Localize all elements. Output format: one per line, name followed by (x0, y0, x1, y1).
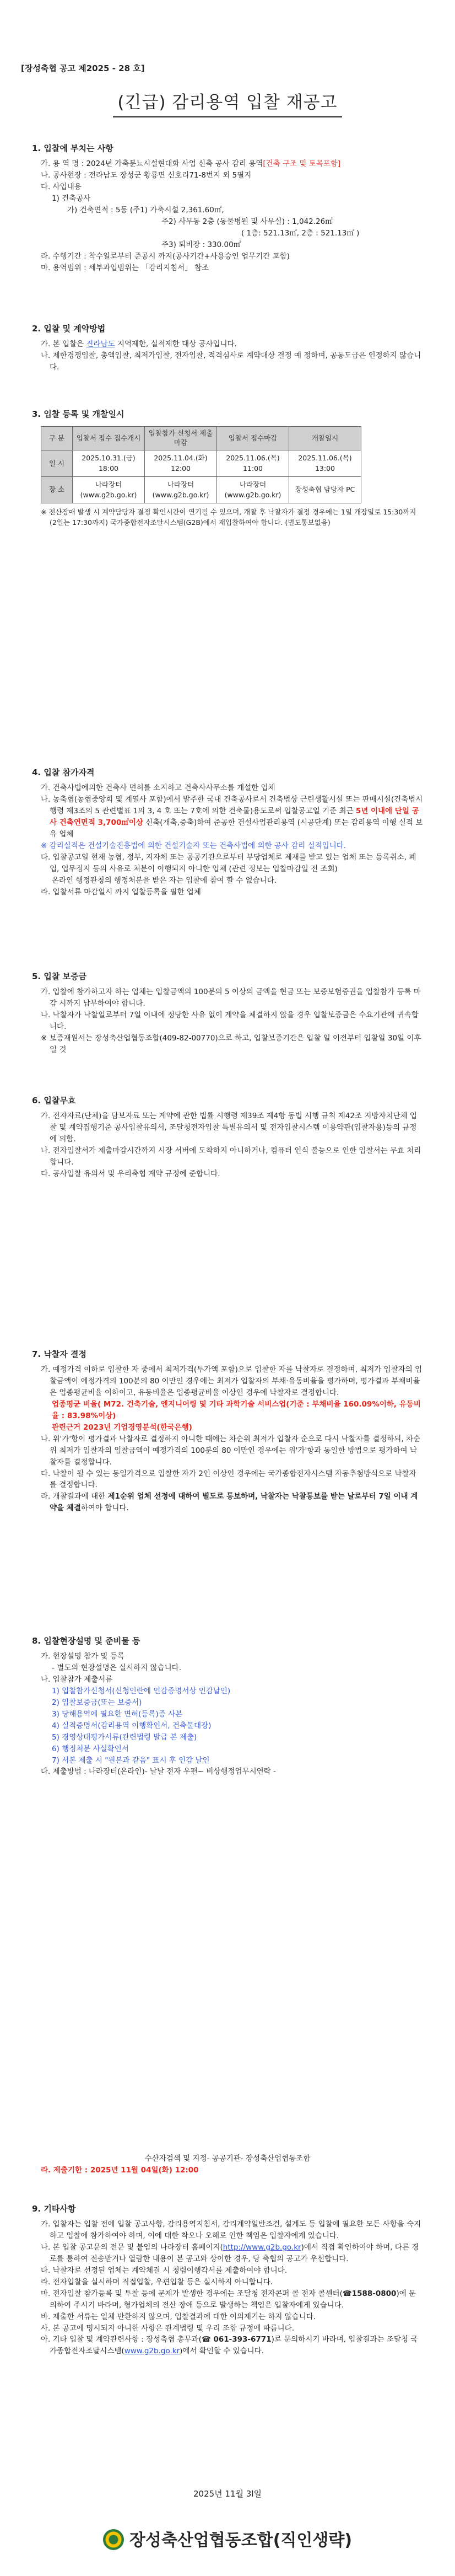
overview-label: 다. 사업내용 (41, 183, 82, 192)
overview-item: 1) 건축공사 (52, 194, 91, 203)
section-deposit: 5. 입찰 보증금 가. 입찰에 참가하고자 하는 업체는 입찰금액의 100분의 5 이상의 금액을 현금 또는 보증보험증권을 입찰참가 등록 마감 시까지 납부하여야 합니다. 나. 낙찰자가 낙찰일로부터 7일 이내에 정당한 사유 없이 계약을 체결하지 않을 경우 입찰보증금은 수요기관에 귀속합니다. ※ 보증재원서는 장성축산업협동조합(409-82-00770)으로 하고, 입찰보증기간은 입찰 일 이전부터 입찰일 30일 이후일 것 (32, 970, 423, 1056)
schedule-table (41, 426, 361, 503)
issuer (0, 2526, 455, 2552)
contract-method-text: 나. 제한경쟁입찰, 총액입찰, 최저가입찰, 전자입찰, 적격심사로 계약대상 결정 예 정하며, 공동도급은 인정하지 않습니다. (41, 351, 421, 372)
table-row: 일 시 2025.10.31.(금) 18:00 2025.11.04.(화) 12:00 2025.11.06.(목) 11:00 2025.11.06.(목) 13:00 (41, 450, 361, 477)
document-item: 1) 입찰참가신청서(신청인란에 인감증명서상 인감날인) (52, 1687, 231, 1696)
section-heading: 1. 입찰에 부치는 사항 (32, 143, 113, 153)
section-schedule (32, 408, 423, 528)
section-misc: 9. 기타사항 가. 입찰자는 입찰 전에 입찰 공고사항, 감리용역지침서, 감리계약일반조건, 설계도 등 입찰에 필요한 모든 사항을 숙지하고 입찰에 참가하여야 하며, 이에 대한 착오나 오해로 인한 책임은 입찰자에게 있습니다. 나. 본 입찰 공고문의 전문 및 붙임의 나라장터 홈페이지(http://www.g2b.go.kr)에서 직접 확인하여야 하며, 다른 경로를 통하여 전송받거나 열람한 내용이 본 공고와 상이한 경우, 당 축협의 공고가 우선합니다. 다. 낙찰자로 선정된 업체는 계약체결 시 청렴이행각서를 제출하여야 합니다. 라. 전자입찰을 실시하며 직접입찰, 우편입찰 등은 실시하지 아니합니다. 마. 전자입찰 참가등록 및 투찰 등에 문제가 발생한 경우에는 조달청 전자콘퍼 콜 전자 콜센터(☎1588-0800)에 문의하여 주시기 바라며, 형가업체의 전산 장애 등으로 발생하는 책임은 입찰자에게 있습니다. 바. 제출한 서류는 일체 반환하지 않으며, 입찰결과에 대한 이의제기는 하지 않습니다. 사. 본 공고에 명시되지 아니한 사항은 관계법령 및 우리 조합 규정에 따릅니다. 아. 기타 입찰 및 계약관련사항 : 장성축협 총무과(☎ 061-393-6771)로 문의하시기 바라며, 입찰결과는 조달청 국가종합전자조달시스템(www.g2b.go.kr)에서 확인할 수 있습니다. (32, 2203, 423, 2357)
section-bid-items (32, 142, 423, 273)
section-invalid-bids: 6. 입찰무효 가. 전자자료(단체)을 담보자료 또는 계약에 관한 법률 시행령 제39조 제4항 동법 시행 규칙 제42조 지방자치단체 입찰 및 계약집행기준 공사입찰유의서, 조달청전자입찰 특별유의서 및 전자입찰시스템 이용약관(입찰자용)등의 규정에 의함. 나. 전자입찰서가 제출마감시간까지 시장 서버에 도착하지 아니하거나, 컴퓨터 인식 불능으로 인한 입찰서는 무효 처리합니다. 다. 공사입찰 유의서 및 우리축협 계약 규정에 준합니다. (32, 1094, 423, 1180)
section-heading: 7. 낙찰자 결정 (32, 1349, 87, 1359)
section-heading: 9. 기타사항 (32, 2204, 76, 2214)
document-item: 7) 서본 제출 시 "원본과 같음" 표시 후 인감 날인 (52, 1756, 210, 1765)
submission-info: 수산자검색 및 지정- 공공기관- 장성축산업협동조합 라. 제출기한 : 2025년 11월 04일(화) 12:00 (32, 2153, 423, 2176)
site-location: 나. 공사현장 : 전라남도 장성군 황룡면 신호리71-8번지 외 5필지 (41, 171, 252, 180)
section-contract-method: 2. 입찰 및 계약방법 가. 본 입찰은 진라남도 지역제한, 실적제한 대상 공사입니다. 나. 제한경쟁입찰, 총액입찰, 최저가입찰, 전자입찰, 적격심사로 계약대상 결정 예 정하며, 공동도급은 인정하지 않습니다. (32, 323, 423, 373)
document-item: 4) 실적증명서(감리용역 이행확인서, 건축물대장) (52, 1721, 212, 1730)
section-heading: 3. 입찰 등록 및 개찰일시 (32, 409, 124, 419)
requirement-highlight: 5년 이내에 단일 공사 건축연면적 3,700㎡이상 (50, 807, 419, 828)
overview-item: ( 1층: 521.13㎡, 2층 : 521.13㎡ ) (241, 228, 360, 238)
callcenter-phone: ☎1588-0800 (342, 2289, 397, 2298)
cooperative-logo-icon (103, 2529, 124, 2550)
section-heading: 4. 입찰 참가자격 (32, 768, 95, 777)
schedule-note: ※ 전산장애 발생 시 계약담당자 결정 확인시간이 연기될 수 있으며, 개찰 후 낙찰자가 결정 경우에는 1일 개장일로 15:30까지 (2일는 17:30까지) 국가종합전자조달시스템(G2B)에서 재입찰하여야 합니다. (별도통보없음) (41, 507, 416, 527)
notice-date: 2025년 11월 3l일 (193, 2489, 262, 2499)
execution-period: 라. 수행기간 : 착수일로부터 준공시 까지(공사기간+사용승인 업무기간 포함) (41, 251, 290, 261)
section-heading: 2. 입찰 및 계약방법 (32, 324, 106, 334)
submission-deadline: 라. 제출기한 : 2025년 11월 04일(화) 12:00 (41, 2165, 199, 2175)
overview-item: 주3) 퇴비장 : 330.00㎡ (161, 240, 241, 249)
overview-item: 주2) 사무동 2층 (동물병원 및 사무실) : 1,042.26㎡ (161, 217, 333, 226)
document-item: 6) 행정처분 사실확인서 (52, 1744, 129, 1753)
region-link[interactable]: 진라남도 (86, 340, 115, 349)
award-notice-highlight: 제1순위 업체 선정에 대하여 별도로 통보하며, 낙찰자는 낙찰통보를 받는 날로부터 7일 이내 계약을 체결 (50, 1492, 418, 1513)
section-eligibility: 4. 입찰 참가자격 가. 건축사법에의한 건축사 면허를 소지하고 건축사사무소를 개설한 업체 나. 농축협(농협중앙회 및 계열사 포함)에서 발주한 국내 건축공사로서 건축법상 근린생활시설 또는 판매시설(건축법시행령 제3조의 5 관련별표 1의 3, 4 호 또는 7호에 의한 건축물)용도로써 입찰공고일 기준 최근 5년 이내에 단일 공사 건축연면적 3,700㎡이상 신축(개축,증축)하여 준공한 건설사업관리용역 (시공단계) 또는 감리용역 이행 실적 보유 업체 ※ 감리실적은 건설기술진흥법에 의한 건설기술자 또는 건축사법에 의한 공사 감리 실적입니다. 다. 입찰공고일 현재 농협, 정부, 지자체 또는 공공기관으로부터 부당업체로 제재를 받고 있는 업체 또는 등록취소, 폐업, 업무정지 등의 사유로 처분이 이행되지 아니한 업체 (관련 정보는 입찰마감일 전 조회) 온라인 행정관청의 행정처분을 받은 자는 입찰에 참여 할 수 없습니다. 라. 입찰서류 마감일시 까지 입찰등록을 필한 업체 (32, 768, 423, 897)
g2b-link[interactable]: http://www.g2b.go.kr (223, 2243, 301, 2252)
eligibility-note: ※ 감리실적은 건설기술진흥법에 의한 건설기술자 또는 건축사법에 의한 공사 감리 실적입니다. (41, 841, 346, 850)
industry-ratio-note: 업종평균 비율( M72. 건축기술, 엔지니어링 및 기타 과학기술 서비스업(기준 : 부채비율 160.09%이하, 유동비율 : 83.98%이상) (52, 1400, 421, 1420)
service-name: 가. 용 역 명 : 2024년 가축분뇨시설현대화 사업 신축 공사 감리 용역 (41, 159, 263, 169)
document-item: 2) 입찰보증금(또는 보증서) (52, 1698, 142, 1707)
table-row: 장 소 나라장터 (www.g2b.go.kr) 나라장터 (www.g2b.go.kr) 나라장터 (www.g2b.go.kr) 장성축협 담당자 PC (41, 476, 361, 503)
ratio-source-note: 관련근거 2023년 기업경영분석(한국은행) (52, 1423, 192, 1432)
overview-item: 가) 건축면적 : 5동 (주1) 가축시설 2,361.60㎡, (67, 205, 224, 214)
page-title: (긴급) 감리용역 입찰 재공고 (113, 88, 342, 117)
section-heading: 8. 입찰현장설명 및 준비물 등 (32, 1636, 140, 1646)
section-documents: 8. 입찰현장설명 및 준비물 등 가. 현장설명 참가 및 등록 - 별도의 현장설명은 실시하지 않습니다. 나. 입찰참가 제출서류 1) 입찰참가신청서(신청인란에 인감증명서상 인감날인) 2) 입찰보증금(또는 보증서) 3) 당해용역에 필요한 면허(등록)증 사본 4) 실적증명서(감리용역 이행확인서, 건축물대장) 5) 경영상태평가서류(관련법령 발급 본 제출) 6) 행정처분 사실확인서 7) 서본 제출 시 "원본과 같음" 표시 후 인감 날인 다. 제출방법 : 나라장터(온라인)- 날날 전자 우편~ 비상행정업무시연락 - (32, 1635, 423, 1778)
table-header-row: 구 분 입찰서 접수 접수개시 입찰참가 신청서 제출마감 입찰서 접수마감 개찰일시 (41, 427, 361, 450)
service-scope: 마. 용역범위 : 세부과업범위는 「감리지침서」 참조 (41, 263, 209, 272)
section-award: 7. 낙찰자 결정 가. 예정가격 이하로 입찰한 자 중에서 최저가격(투가액 포함)으로 입찰한 자를 낙찰자로 결정하며, 최저가 입찰자의 입찰금액이 예정가격의 100분의 80 이만인 경우에는 최저가 입찰자의 부채·유동비율을 평가하며, 평가결과 부채비율은 업종평균비율 이하이고, 유동비율은 업종평균비율 이상인 경우에 낙찰자로 결정합니다. 업종평균 비율( M72. 건축기술, 엔지니어링 및 기타 과학기술 서비스업(기준 : 부채비율 160.09%이하, 유동비율 : 83.98%이상) 관련근거 2023년 기업경영분석(한국은행) 나. 위'가'항이 평가결과 낙찰자로 결정하지 아니한 때에는 차순위 최저가 입찰자 순으로 다시 낙찰자를 결정하되, 차순위 최저가 입찰자의 입찰금액이 예정가격의 100분의 80 이만인 경우에는 위'가'항과 동일한 방법으로 평가하여 낙찰자를 결정합니다. 다. 낙찰이 될 수 있는 동일가격으로 입찰한 자가 2인 이상인 경우에는 국가종합전자시스템 자동추첨방식으로 낙찰자를 결정합니다. 라. 개찰결과에 대한 제1순위 업체 선정에 대하여 별도로 통보하며, 낙찰자는 낙찰통보를 받는 날로부터 7일 이내 계약을 체결하여야 합니다. (32, 1349, 422, 1513)
service-name-note: [건축 구조 및 토목포함] (263, 159, 341, 169)
section-heading: 6. 입찰무효 (32, 1096, 76, 1105)
section-heading: 5. 입찰 보증금 (32, 972, 87, 981)
document-item: 3) 당해용역에 필요한 면허(등록)증 사본 (52, 1709, 183, 1719)
g2b-site-link[interactable]: www.g2b.go.kr (124, 2347, 180, 2356)
notice-number: [장성축협 공고 제2025 - 28 호] (21, 63, 145, 73)
document-item: 5) 경영상태평가서류(관련법령 발급 본 제출) (52, 1732, 197, 1742)
contact-phone: ☎ 061-393-6771 (201, 2335, 272, 2344)
issuer-name: 장성축산업협동조합(직인생략) (129, 2531, 353, 2550)
